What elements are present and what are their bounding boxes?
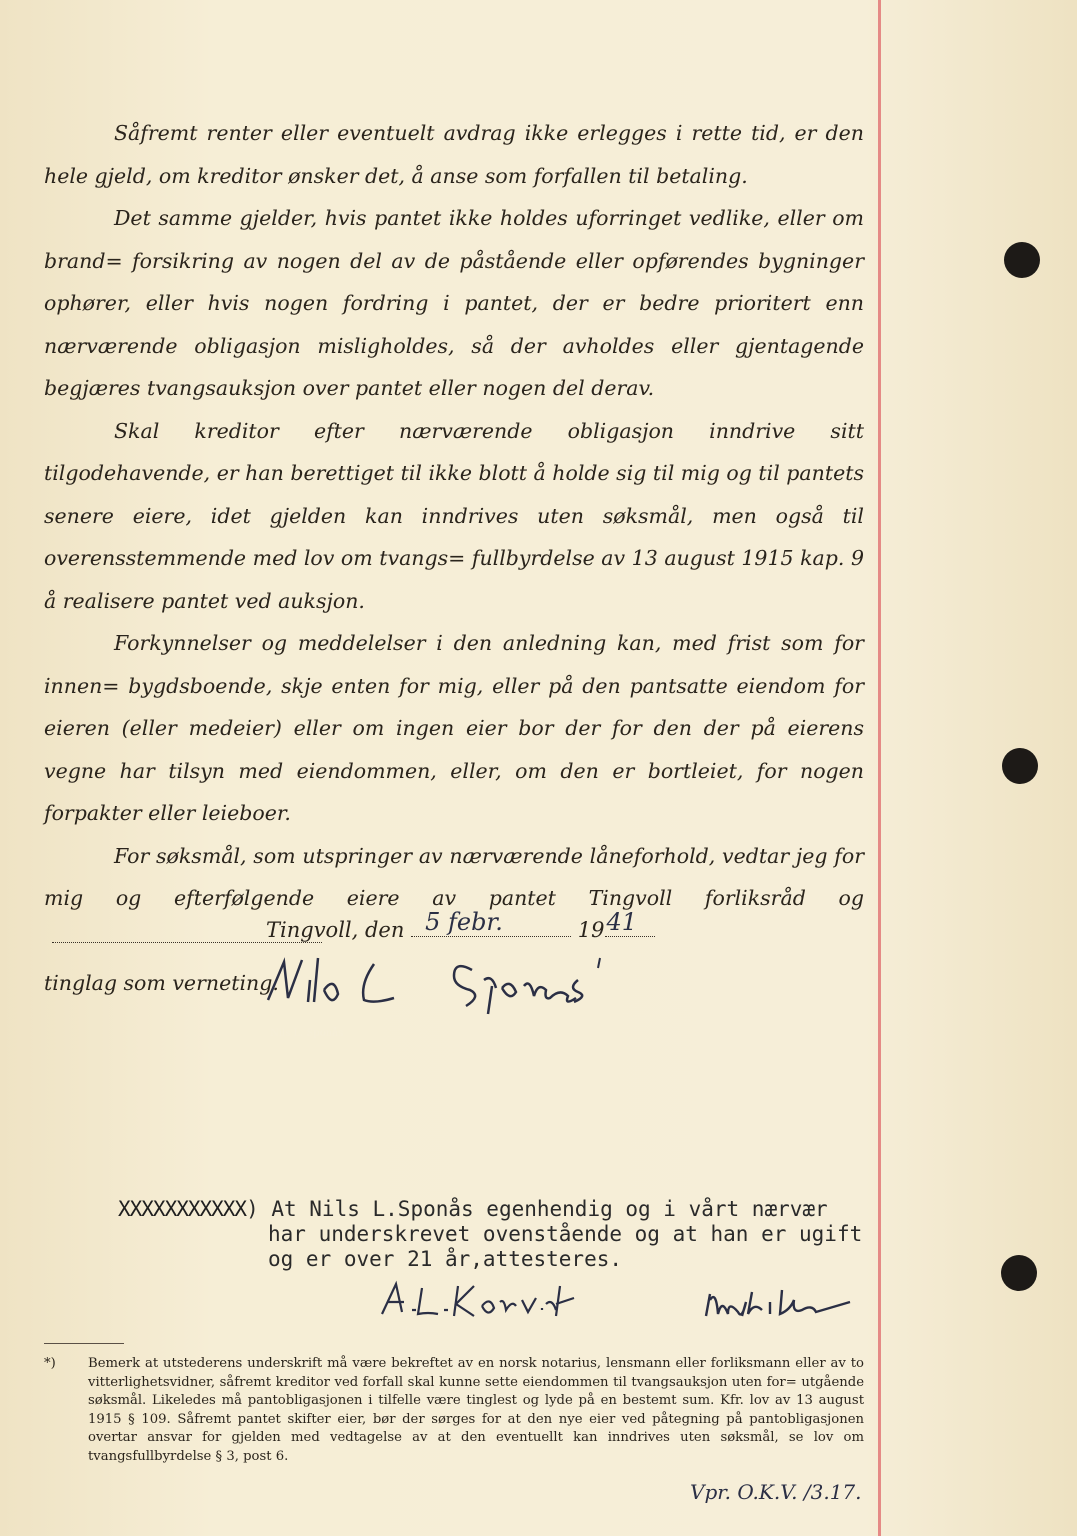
witness-signature-1 — [378, 1278, 618, 1322]
struck-out-text: XXXXXXXXXXX — [118, 1197, 247, 1221]
footnote — [44, 1355, 864, 1466]
paragraph-default: Såfremt renter eller eventuelt avdrag ikke erlegges i rette tid, er den hele gjeld, om kreditor ønsker det, å anse som forfallen til betaling. — [44, 121, 864, 188]
reference-note: Vpr. O.K.V. /3.17. — [690, 1480, 862, 1504]
date-line — [266, 908, 655, 942]
venue-text: For søksmål, som utspringer av nærværende låneforhold, vedtar jeg for mig og efterfølgende eiere av pantet Tingvoll forliksråd og — [44, 843, 864, 910]
attestation-line-2: har underskrevet ovenstående og at han er ugift — [268, 1222, 863, 1246]
year-prefix: 19 — [577, 918, 605, 942]
footnote-text: Bemerk at utstederens underskrift må være bekreftet av en norsk notarius, lensmann eller forliksmann eller av to vitterlighetsvidner, såfremt kreditor ved forfall skal kunne sette eiendommen til tvangsauksjon uten for= utgående søksmål. Likeledes må pantobligasjonen i tilfelle være tinglest og lyde på en bestemt sum. Kfr. lov av 13 august 1915 § 109. Såfremt pantet skifter eier, bør der sørges for at den nye eier ved påtegning på pantobligasjonen overtar ansvar for gjelden med vedtagelse av at den eventuellt kan inndrives uten søksmål, se lov om tvangsfullbyrdelse § 3, post 6. — [88, 1356, 864, 1464]
punch-hole — [1001, 1255, 1037, 1291]
footnote-rule — [44, 1343, 124, 1344]
punch-hole — [1002, 748, 1038, 784]
paragraph-venue — [44, 835, 864, 963]
paragraph-notices: Forkynnelser og meddelelser i den anledning kan, med frist som for innen= bygdsboende, skje enten for mig, eller på den pantsatte eiendom for eieren (eller medeier) eller om ingen eier bor der for den der på eierens vegne har tilsyn med eiendommen, eller, om den er bortleiet, for nogen forpakter eller leieboer. — [44, 631, 864, 825]
witness-name-1: A. L. Hokavik — [380, 1325, 435, 1334]
date-blank — [411, 908, 571, 937]
punch-hole — [1004, 242, 1040, 278]
attestation-line-1: ) At Nils L.Sponås egenhendig og i vårt nærvær — [246, 1197, 828, 1221]
paragraph-enforcement: Skal kreditor efter nærværende obligasjon inndrive sitt tilgodehavende, er han berettiget til ikke blott å holde sig til mig og til pantets senere eiere, idet gjelden kan inndrives uten søksmål, men også til overensstemmende med lov om tvangs= fullbyrdelse av 13 august 1915 kap. 9 å realisere pantet ved auksjon. — [44, 418, 864, 613]
year-blank — [605, 908, 655, 937]
margin-line — [878, 0, 881, 1536]
attestation-line-3: og er over 21 år,attesteres. — [268, 1247, 623, 1271]
signature-text: Nils L. Sponås — [270, 1028, 344, 1039]
date-place: Tingvoll, den — [266, 918, 405, 942]
obligation-text — [44, 112, 864, 1005]
venue-continuation: tinglag som verneting. — [44, 971, 279, 995]
handwritten-date: 5 febr. — [425, 908, 503, 936]
handwritten-year: 41 — [606, 908, 638, 936]
signature-scribble — [262, 950, 622, 1020]
witness-signature-2 — [700, 1282, 860, 1326]
witness-name-2: Melbeide — [700, 1325, 738, 1334]
paragraph-deterioration: Det samme gjelder, hvis pantet ikke holdes uforringet vedlike, eller om brand= forsikring av nogen del av de påstående eller opførendes bygninger ophører, eller hvis nogen fordring i pantet, der er bedre prioritert enn nærværende obligasjon misligholdes, så der avholdes eller gjentagende begjæres tvangsauksjon over pantet eller nogen del derav. — [44, 206, 864, 400]
attestation-block — [118, 1197, 862, 1272]
footnote-mark: *) — [44, 1356, 56, 1371]
